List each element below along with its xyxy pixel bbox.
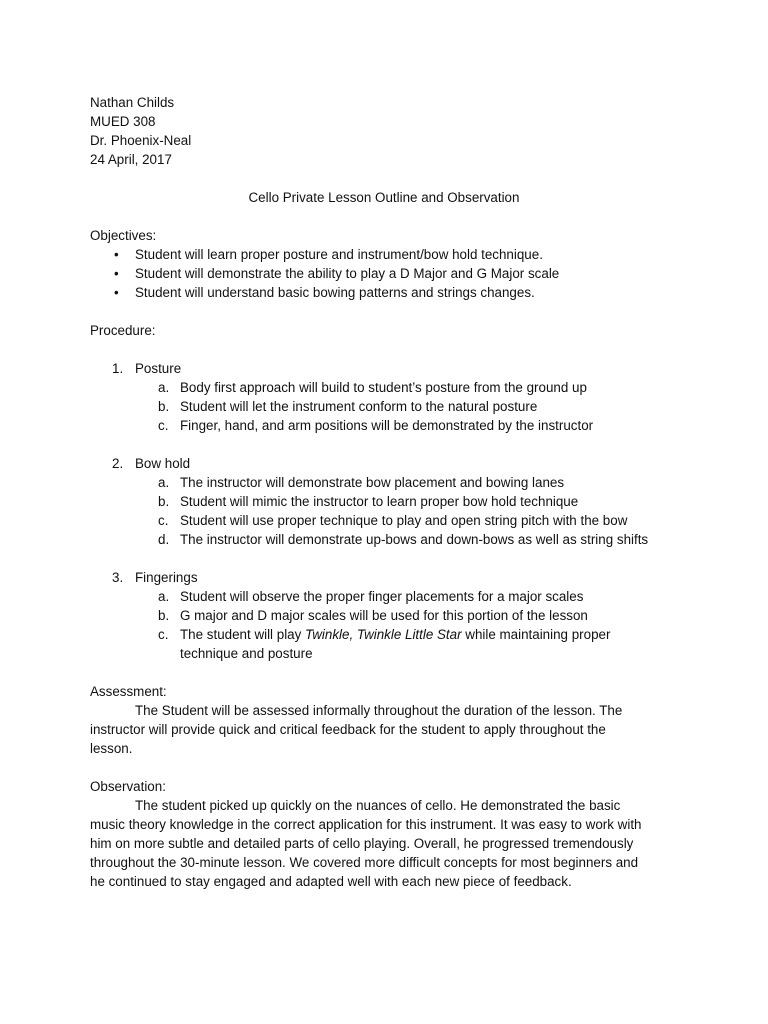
procedure-step: b. Student will let the instrument conform to the natural posture <box>158 399 538 414</box>
procedure-step: a. The instructor will demonstrate bow placement and bowing lanes <box>158 475 565 490</box>
procedure-step: c. The student will play Twinkle, Twinkle Little Star while maintaining proper technique and posture <box>158 627 611 661</box>
bullet-icon: • <box>114 285 119 300</box>
document-title: Cello Private Lesson Outline and Observation <box>248 190 520 205</box>
bullet-icon: • <box>114 247 119 262</box>
song-title: Twinkle, Twinkle Little Star <box>305 627 462 642</box>
document-date: 24 April, 2017 <box>90 152 172 167</box>
procedure-section-fingerings: 3. Fingerings <box>112 570 198 585</box>
procedure-step: b. Student will mimic the instructor to learn proper bow hold technique <box>158 494 579 509</box>
course-code: MUED 308 <box>90 114 156 129</box>
assessment-heading: Assessment: <box>90 684 167 699</box>
objectives-heading: Objectives: <box>90 228 157 243</box>
objective-item: • Student will learn proper posture and instrument/bow hold technique. <box>90 245 650 264</box>
document-content <box>90 93 650 891</box>
assessment-paragraph: The Student will be assessed informally throughout the duration of the lesson. The instructor will provide quick and critical feedback for the student to apply throughout the lesson. <box>90 703 623 756</box>
procedure-step: a. Student will observe the proper finger placements for a major scales <box>158 589 584 604</box>
procedure-step: a. Body first approach will build to student’s posture from the ground up <box>158 380 587 395</box>
observation-paragraph: The student picked up quickly on the nuances of cello. He demonstrated the basic music theory knowledge in the correct application for this instrument. It was easy to work with him on more subtle and detailed parts of cello playing. Overall, he progressed tremendously throughout the 30-minute lesson. We covered more difficult concepts for most beginners and he continued to stay engaged and adapted well with each new piece of feedback. <box>90 798 642 889</box>
observation-heading: Observation: <box>90 779 166 794</box>
procedure-section-bow-hold: 2. Bow hold <box>112 456 191 471</box>
procedure-step: b. G major and D major scales will be used for this portion of the lesson <box>158 608 588 623</box>
procedure-section-posture: 1. Posture <box>112 361 182 376</box>
procedure-step: c. Student will use proper technique to play and open string pitch with the bow <box>158 513 628 528</box>
procedure-heading: Procedure: <box>90 323 156 338</box>
bullet-icon: • <box>114 266 119 281</box>
objective-item: • Student will understand basic bowing patterns and strings changes. <box>90 283 650 302</box>
student-name: Nathan Childs <box>90 95 175 110</box>
instructor-name: Dr. Phoenix-Neal <box>90 133 192 148</box>
objective-item: • Student will demonstrate the ability to play a D Major and G Major scale <box>90 264 650 283</box>
procedure-step: d. The instructor will demonstrate up-bows and down-bows as well as string shifts <box>158 532 649 547</box>
procedure-step: c. Finger, hand, and arm positions will be demonstrated by the instructor <box>158 418 594 433</box>
